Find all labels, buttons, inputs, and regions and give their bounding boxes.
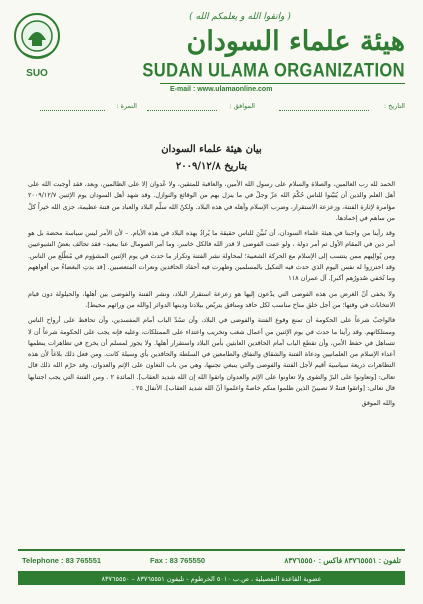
- paragraph: الحمد لله رب العالمين، والصلاة والسلام على رسول الله الأمين، والعاقبة للمتقين، ولا عُدوان إلا على الظالمين، وبعد، فقد أوجبت الله على أهل العلم والدين أن يُبَيّنوا للناس حُكْمَ الله عزّ وجلّ في ما ينزل بهم من الوقائع والنوازل. وقد شهد أهل السودان يوم الإثنين ٢٠٠٩/١٢/٧ مؤامرة لإثارة الفتنة، وزعزعة الاستقرار، وضرب الإسلام وأهله في هذه البلاد. ولكنّ الله سلّم البلاد والعباد من فتنة عظيمة، جزى الله خيراً كلّ من ساهم في إخمادها.: [28, 180, 395, 222]
- paragraph: وقد رأينا من واجبنا في هيئة علماء السودان، أن نُبيِّنَ للناس حقيقة ما يُرادُ بهذه البلاد في هذه الأيام. – لأن الأمر ليس سياسة محضة بل هو أمر دين في المقام الأول ثم أمر دولة ، ولو عمت الفوضى لا قدر الله فالكل خاسر، وما أمر الصومال عنا ببعيد– فقد تحالف بعضُ الشيوعيين ومن يُوالِيهم ممن ينتسب إلى الإسلام مع الحركة الشعبية؛ لمحاولة نشر الفتنة وتكرار ما حدث في يوم الإثنين المشؤوم في مُطْلَع من الناس. وقد احترزوا له نفس اليوم الذي حدث فيه التنكيل بالمسلمين وظهرت فيه أحقاد الحاقدين ونعرات المتعصبين. [قد بدتِ البغضاءُ من أفواههم وما تُخفي صُدورُهم أكبر]. آل عمران ١١٨: [28, 229, 395, 283]
- header-quote: ( واتقوا الله و يعلمكم الله ): [189, 12, 291, 22]
- document-body: [28, 179, 395, 410]
- document-title: بيان هيئة علماء السودان: [161, 144, 262, 155]
- footer-phone-ar: تلفون : ٨٣٧٦٥٥٥١ فاكس : ٨٣٧٦٥٥٥٠: [284, 556, 401, 565]
- document-date: بتاريخ ٢٠٠٩/١٢/٨: [175, 161, 248, 172]
- paragraph: ولا يخفى أنّ الغرض من هذه الفوضى التي يدْعون إليها هو زعزعة استقرار البلاد، ونشر الفتنة والفوضى بين أهلها، والحيلولة دون قيام الانتخابات في وقتها؛ من أجل خلق مناخ مناسب لكل حاقد ومنافق يتربّص ببلادنا ودينها الدوائر [والله من ورائهم محيط].: [28, 289, 395, 309]
- org-name-arabic: هيئة علماء السودان: [186, 26, 405, 57]
- org-name-english: SUDAN ULAMA ORGANIZATION: [142, 60, 405, 82]
- ref-number-label: النمرة :: [116, 102, 137, 110]
- logo-text: SUO: [26, 68, 48, 79]
- org-logo: [10, 10, 64, 82]
- ref-date-label: التاريخ :: [383, 102, 405, 110]
- ref-correspondence-line: [147, 110, 217, 111]
- ref-correspondence-label: الموافق :: [229, 102, 255, 110]
- signature: والله الموفق: [361, 399, 395, 408]
- footer-note: عضوية القاعدة التفصيلية ، ص.ب ٥٠١٠ الخرطوم - تليفون ٨٣٧٦٥٥٥١ – ٨٣٧٦٥٥٥٠: [18, 573, 405, 585]
- paragraph: فالواجبُ شرعاً على الحكومة أن تمنع وقوع الفتنة والفوضى في البلاد، وأن تسُدّ الباب أمام المفسدين، وأن تحافظ على أرواح الناس وممتلكاتهم. وقد رأينا ما حدث في يوم الإثنين من أعمال شغب وتخريب واعتداء على الممتلكات، وعليه فإنه يجب على الحكومة شرعاً أن لا تتساهل في حفظ الأمن، وأن تقطع الباب أمام الحاقدين العابثين بأمن البلاد واستقرار أهلها. ولا يجوز لمسلم أن يخرج في تظاهرات ينظمها أعداء الإسلام من العلمانيين ودعاة الفتنة والشقاق والنفاق والطامعين في السلطة والحاقدين بأي وسيلة كانت. ومن فعل ذلك بلاغاً لأن هذه التظاهرات ذريعة سياسية أقيم لأجل الفتنة والفوضى والتي ينبغي تجنبها، وهي من باب التعاون على الإثم والعدوان، وقد حرّم الله ذلك قال تعالى: [وتعاونوا على البرّ والتقوى ولا تعاونوا على الإثم والعدوان واتقوا الله إن الله شديد العقاب]. المائدة ٢ . ومن الفتنة التي يجب اجتنابها قال تعالى: [واتقوا فتنةً لا تصيبنّ الذين ظلموا منكم خاصةً واعلموا أنّ الله شديد العقاب]. الأنفال ٢٥ .: [28, 316, 395, 393]
- email-line: E-mail : www.ulamaonline.com: [170, 86, 273, 93]
- footer-contact-bar: [18, 549, 405, 573]
- footer-fax-en: Fax : 83 765550: [150, 556, 206, 565]
- ref-date-line: [279, 110, 369, 111]
- ref-number-line: [40, 110, 105, 111]
- reference-row: [28, 102, 405, 114]
- document-heading: [0, 144, 423, 172]
- footer-phone-en: Telephone : 83 765551: [22, 556, 102, 565]
